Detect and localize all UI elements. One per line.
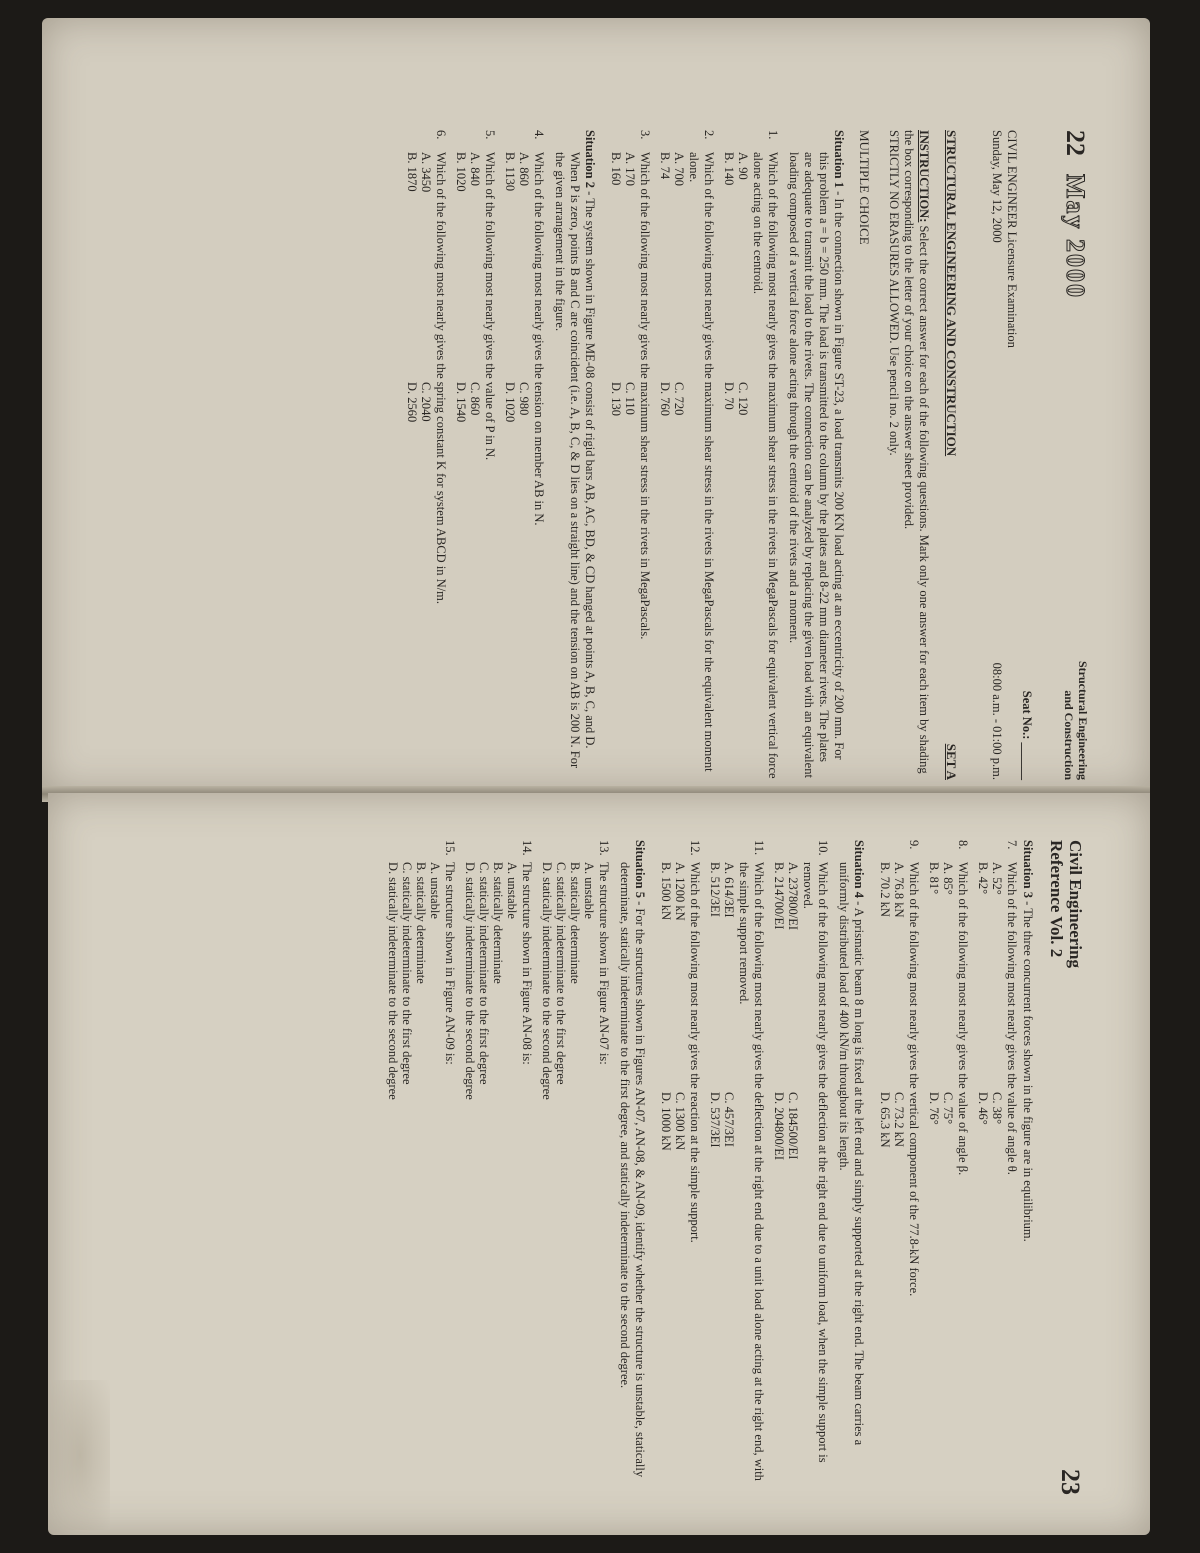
- instruction-text: Select the correct answer for each of the following questions. Mark only one answer for each item by shading the box corresponding to the letter of your choice on the answer sheet provided.: [902, 130, 931, 774]
- book-header: Civil Engineering Reference Vol. 2: [1047, 840, 1085, 968]
- choices-10: A. 237800/EI C. 184500/EI B. 214700/EI D. 204800/EI: [772, 862, 800, 1161]
- situation-5: Situation 5 - For the structures shown in Figures AN-07, AN-08, & AN-09, identify whether the structure is unstable, statically determinate, statically indeterminate to the first degree, and statically indeterminate to the second degree.: [618, 840, 647, 1478]
- choices-3: A. 170 C. 110 B. 160 D. 130: [609, 152, 637, 417]
- subject-header: Structural Engineering and Construction: [1062, 661, 1090, 780]
- page-number: 23: [1056, 1469, 1085, 1495]
- choices-5: A. 840 C. 860 B. 1020 D. 1540: [454, 152, 482, 423]
- question-5: 5. Which of the following most nearly gives the value of P in N.: [483, 130, 497, 461]
- instruction-label: INSTRUCTION:: [917, 130, 931, 223]
- question-3: 3. Which of the following most nearly gives the maximum shear stress in the rivets in MegaPascals.: [638, 130, 652, 640]
- choices-6: A. 3450 C. 2040 B. 1870 D. 2560: [405, 152, 433, 423]
- left-page-header: [1044, 130, 1090, 780]
- right-page-content: [85, 840, 1085, 1495]
- exam-time: 08:00 a.m. - 01:00 p.m.: [990, 662, 1004, 780]
- right-page-header: [1039, 840, 1085, 1495]
- section-title: STRUCTURAL ENGINEERING AND CONSTRUCTION: [944, 130, 959, 457]
- situation-3: Situation 3 - The three concurrent forces shown in the figure are in equilibrium.: [1021, 840, 1035, 1242]
- question-12: 12. Which of the following most nearly gives the reaction at the simple support.: [688, 840, 702, 1243]
- set-label: SET A: [944, 743, 959, 780]
- question-11: 11. Which of the following most nearly gives the deflection at the right end due to a unit load alone acting at the right end, with the simple support removed.: [737, 840, 766, 1481]
- question-14: 14. The structure shown in Figure AN-08 is:: [520, 840, 534, 1065]
- choices-9: A. 76.8 kN C. 73.2 kN B. 70.2 kN D. 65.3 kN: [878, 862, 906, 1148]
- choices-1: A. 90 C. 120 B. 140 D. 70: [722, 152, 750, 416]
- question-6: 6. Which of the following most nearly gives the spring constant K for system ABCD in N/m.: [434, 130, 448, 605]
- choices-15: A. unstable B. statically determinate C. statically indeterminate to the first degree D. statically indeterminate to the second degree: [386, 862, 442, 1100]
- instruction-note: STRICTLY NO ERASURES ALLOWED. Use pencil no. 2 only.: [887, 130, 901, 456]
- question-9: 9. Which of the following most nearly gives the vertical component of the 77.8-kN force.: [907, 840, 921, 1297]
- question-13: 13. The structure shown in Figure AN-07 is:: [597, 840, 611, 1065]
- choices-14: A. unstable B. statically determinate C. statically indeterminate to the first degree D. statically indeterminate to the second degree: [463, 862, 519, 1100]
- question-4: 4. Which of the following most nearly gives the tension on member AB in N.: [532, 130, 546, 526]
- section-title-row: [943, 130, 959, 780]
- question-2: 2. Which of the following most nearly gives the maximum shear stress in the rivets in MegaPascals for the equivalent moment alone.: [687, 130, 716, 772]
- choices-8: A. 85° C. 75° B. 81° D. 76°: [927, 862, 955, 1125]
- exam-date-time: [989, 130, 1004, 780]
- seat-number-label: Seat No.: ______: [1020, 690, 1034, 780]
- left-page-content: [100, 130, 1090, 780]
- choices-2: A. 700 C. 720 B. 74 D. 760: [658, 152, 686, 417]
- choices-13: A. unstable B. statically determinate C. statically indeterminate to the first degree D. statically indeterminate to the second degree: [540, 862, 596, 1100]
- choices-12: A. 1200 kN C. 1300 kN B. 1500 kN D. 1000 kN: [659, 862, 687, 1151]
- page-number: 22: [1061, 130, 1090, 156]
- instruction-paragraph: [901, 130, 931, 780]
- question-15: 15. The structure shown in Figure AN-09 is:: [443, 840, 457, 1065]
- choices-4: A. 860 C. 980 B. 1130 D. 1020: [503, 152, 531, 423]
- choices-7: A. 52° C. 38° B. 42° D. 46°: [976, 862, 1004, 1125]
- question-10: 10. Which of the following most nearly gives the deflection at the right end due to uniform load, when the simple support is removed.: [801, 840, 830, 1463]
- question-7: 7. Which of the following most nearly gives the value of angle θ.: [1005, 840, 1019, 1175]
- situation-2: Situation 2 - The system shown in Figure ME-08 consist of rigid bars AB, AC, BD, & CD hanged at points A, B, C, and D. When P is zero, points B and C are coincident (i.e. A, B, C, & D lies on a straight line) and the tension on AB is 200 N. For the given arrangement in the figure.: [553, 130, 597, 769]
- situation-1: Situation 1 - In the connection shown in Figure ST-23, a load transmits 200 KN load acting at an eccentricity of 200 mm. For this problem a = b = 250 mm. The load is transmitted to the column by the plates and 8-22 mm diameter rivets. The plates are adequate to transmit the load to the rivets. The connection can be analyzed by replacing the given load with an equivalent loading composed of a vertical force alone acting through the centroid of the rivets and a moment.: [787, 130, 846, 778]
- question-1: 1. Which of the following most nearly gives the maximum shear stress in the rivets in MegaPascals for equivalent vertical force alone acting on the centroid.: [751, 130, 780, 779]
- exam-name: CIVIL ENGINEER Licensure Examination: [1005, 130, 1019, 348]
- multiple-choice-heading: MULTIPLE CHOICE: [857, 130, 872, 245]
- situation-4: Situation 4 - A prismatic beam 8 m long is fixed at the left end and simply supported at the right end. The beam carries a uniformly distributed load of 400 kN/m throughout its length.: [837, 840, 866, 1446]
- choices-11: A. 614/3EI C. 457/3EI B. 512/3EI D. 537/3EI: [708, 862, 736, 1148]
- question-8: 8. Which of the following most nearly gives the value of angle β.: [956, 840, 970, 1176]
- exam-date: Sunday, May 12, 2000: [990, 130, 1004, 243]
- book-title: May 2000: [1061, 174, 1090, 300]
